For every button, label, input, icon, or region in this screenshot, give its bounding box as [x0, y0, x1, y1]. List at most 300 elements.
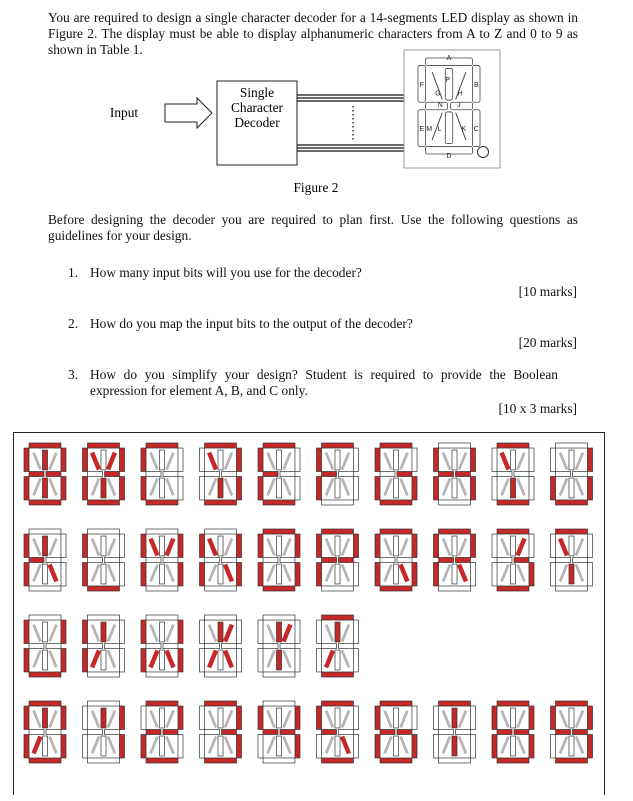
- segment-display-17: [375, 529, 417, 591]
- segment-b: [61, 534, 66, 557]
- segment-n: [560, 737, 567, 754]
- segment-e: [200, 477, 205, 500]
- segment-k: [108, 453, 115, 470]
- segment-l: [284, 737, 291, 754]
- segment-j: [335, 708, 340, 728]
- segment-g1: [497, 471, 512, 476]
- segment-l: [225, 565, 232, 582]
- segment-d: [88, 586, 120, 591]
- segment-d: [263, 672, 295, 677]
- segment-a: [263, 615, 295, 620]
- segment-k: [284, 539, 291, 556]
- segment-k: [108, 711, 115, 728]
- segment-display-23: [141, 615, 183, 677]
- segment-m: [159, 564, 164, 584]
- segment-c: [412, 735, 417, 758]
- segment-c: [529, 735, 534, 758]
- segment-letter-n: N: [437, 102, 443, 110]
- segment-b: [529, 706, 534, 729]
- segment-f: [434, 706, 439, 729]
- segment-b: [587, 534, 592, 557]
- segment-g1: [556, 557, 571, 562]
- segment-e: [24, 563, 29, 586]
- segment-e: [141, 477, 146, 500]
- segment-g1: [497, 557, 512, 562]
- segment-e: [317, 563, 322, 586]
- segment-g1: [88, 557, 103, 562]
- segment-l: [284, 565, 291, 582]
- segment-d: [88, 672, 120, 677]
- segment-b: [119, 534, 124, 557]
- segment-k: [108, 625, 115, 642]
- segment-e: [24, 649, 29, 672]
- segment-f: [258, 534, 263, 557]
- segment-h: [560, 539, 567, 556]
- segment-e: [551, 477, 556, 500]
- segment-display-32: [317, 701, 359, 763]
- segment-g2: [222, 557, 237, 562]
- segment-h: [151, 539, 158, 556]
- segment-a: [556, 443, 588, 448]
- segment-d: [322, 672, 354, 677]
- segment-display-25: [258, 615, 300, 677]
- segment-n: [443, 479, 450, 496]
- segment-letter-e: E: [419, 126, 425, 134]
- segment-g2: [163, 471, 178, 476]
- segment-c: [119, 735, 124, 758]
- segment-j: [101, 450, 106, 470]
- segment-f: [200, 706, 205, 729]
- segment-display-22: [83, 615, 125, 677]
- segment-n: [326, 479, 333, 496]
- segment-g2: [280, 729, 295, 734]
- segment-display-10: [551, 443, 593, 505]
- segment-n: [34, 479, 41, 496]
- segment-k: [401, 539, 408, 556]
- segment-m: [569, 478, 574, 498]
- segment-l: [167, 565, 174, 582]
- segment-l: [167, 479, 174, 496]
- segment-j: [101, 622, 106, 642]
- segment-a: [497, 529, 529, 534]
- segment-e: [141, 563, 146, 586]
- segment-a: [29, 443, 61, 448]
- segment-n: [209, 737, 216, 754]
- segment-h: [34, 453, 41, 470]
- segment-k: [284, 711, 291, 728]
- segment-a: [497, 701, 529, 706]
- segment-f: [24, 706, 29, 729]
- segment-n: [209, 651, 216, 668]
- segment-f: [83, 706, 88, 729]
- segment-c: [587, 563, 592, 586]
- segment-e: [317, 735, 322, 758]
- segment-f: [83, 534, 88, 557]
- segment-m: [42, 650, 47, 670]
- segment-e: [83, 649, 88, 672]
- segment-d: [205, 500, 237, 505]
- segment-f: [551, 534, 556, 557]
- segment-l: [108, 565, 115, 582]
- segment-e: [83, 563, 88, 586]
- segment-e: [83, 735, 88, 758]
- segment-h: [385, 453, 392, 470]
- segment-a: [263, 529, 295, 534]
- segment-letter-m: M: [426, 126, 433, 134]
- question-1: 1. How many input bits will you use for the decoder?: [68, 265, 362, 280]
- segment-m: [276, 650, 281, 670]
- segment-a: [29, 701, 61, 706]
- segment-d: [29, 500, 61, 505]
- segment-l: [225, 651, 232, 668]
- segment-g2: [163, 729, 178, 734]
- segment-j: [335, 622, 340, 642]
- segment-j: [101, 536, 106, 556]
- segment-m: [335, 650, 340, 670]
- segment-g2: [105, 643, 120, 648]
- segment-e: [551, 735, 556, 758]
- segment-b: [470, 706, 475, 729]
- segment-c: [412, 477, 417, 500]
- segment-d: [322, 758, 354, 763]
- segment-h: [560, 453, 567, 470]
- segment-g2: [456, 729, 471, 734]
- segment-g1: [205, 557, 220, 562]
- decoder-label-3: Decoder: [234, 115, 280, 130]
- segment-k: [225, 625, 232, 642]
- segment-g2: [46, 729, 61, 734]
- segment-f: [317, 534, 322, 557]
- segment-m: [393, 736, 398, 756]
- segment-n: [151, 651, 158, 668]
- segment-b: [178, 534, 183, 557]
- segment-m: [101, 736, 106, 756]
- segment-display-20: [551, 529, 593, 591]
- segment-a: [263, 443, 295, 448]
- segment-d: [146, 672, 178, 677]
- segment-letter-j: J: [457, 102, 461, 110]
- segment-d: [380, 758, 412, 763]
- segment-m: [510, 478, 515, 498]
- segment-a: [322, 701, 354, 706]
- segment-f: [258, 448, 263, 471]
- segment-b: [61, 448, 66, 471]
- segment-n: [443, 565, 450, 582]
- segment-k: [518, 453, 525, 470]
- segment-letter-d: D: [446, 153, 452, 160]
- segment-display-18: [434, 529, 476, 591]
- segment-g1: [556, 729, 571, 734]
- segment-h: [268, 453, 275, 470]
- segment-m: [452, 564, 457, 584]
- segment-j: [452, 450, 457, 470]
- segment-h: [92, 539, 99, 556]
- segment-f: [551, 448, 556, 471]
- segment-n: [34, 737, 41, 754]
- segment-b: [353, 620, 358, 643]
- segment-g2: [163, 643, 178, 648]
- segment-m: [101, 564, 106, 584]
- segment-l: [518, 565, 525, 582]
- segment-letter-c: C: [473, 126, 479, 134]
- segment-d: [88, 500, 120, 505]
- segment-l: [50, 651, 57, 668]
- segment-d: [497, 586, 529, 591]
- segment-display-6: [317, 443, 359, 505]
- segment-e: [141, 649, 146, 672]
- segment-m: [510, 736, 515, 756]
- segment-n: [151, 479, 158, 496]
- segment-m: [276, 736, 281, 756]
- segment-g2: [397, 557, 412, 562]
- segment-n: [209, 565, 216, 582]
- segment-f: [24, 534, 29, 557]
- segment-f: [258, 620, 263, 643]
- segment-display-13: [141, 529, 183, 591]
- segment-d: [439, 500, 471, 505]
- segment-k: [225, 711, 232, 728]
- segment-display-7: [375, 443, 417, 505]
- segment-m: [218, 478, 223, 498]
- segment-g2: [339, 557, 354, 562]
- segment-e: [492, 477, 497, 500]
- segment-d: [322, 586, 354, 591]
- segment-f: [141, 620, 146, 643]
- segment-c: [353, 477, 358, 500]
- segment-g1: [322, 729, 337, 734]
- segment-h: [34, 539, 41, 556]
- segment-b: [61, 706, 66, 729]
- segment-g2: [280, 471, 295, 476]
- segment-a: [322, 529, 354, 534]
- segment-a: [29, 529, 61, 534]
- segment-display-2: [83, 443, 125, 505]
- segment-d: [263, 758, 295, 763]
- segment-n: [326, 737, 333, 754]
- segment-d: [497, 758, 529, 763]
- segment-b: [353, 706, 358, 729]
- segment-display-34: [434, 701, 476, 763]
- segment-m: [218, 564, 223, 584]
- segment-g1: [29, 557, 44, 562]
- segment-display-15: [258, 529, 300, 591]
- segment-l: [401, 737, 408, 754]
- decoder-label-2: Character: [230, 100, 284, 115]
- segment-f: [375, 448, 380, 471]
- segment-h: [502, 453, 509, 470]
- segment-c: [178, 649, 183, 672]
- segment-a: [439, 443, 471, 448]
- segment-b: [412, 706, 417, 729]
- segment-d: [29, 672, 61, 677]
- segment-g2: [339, 471, 354, 476]
- segment-e: [200, 563, 205, 586]
- segment-a: [556, 701, 588, 706]
- segment-d: [556, 500, 588, 505]
- segment-l: [342, 479, 349, 496]
- segment-l: [518, 737, 525, 754]
- segment-f: [24, 448, 29, 471]
- segment-l: [50, 737, 57, 754]
- segment-m: [335, 478, 340, 498]
- segment-h: [326, 711, 333, 728]
- segment-h: [92, 711, 99, 728]
- segment-a: [29, 615, 61, 620]
- segment-m: [159, 478, 164, 498]
- segment-g1: [322, 471, 337, 476]
- segment-g1: [205, 471, 220, 476]
- segment-j: [218, 622, 223, 642]
- segment-m: [510, 564, 515, 584]
- segment-g1: [380, 729, 395, 734]
- segment-e: [492, 563, 497, 586]
- segment-c: [587, 735, 592, 758]
- segment-display-33: [375, 701, 417, 763]
- segment-j: [276, 622, 281, 642]
- segment-c: [119, 477, 124, 500]
- segment-n: [385, 565, 392, 582]
- segment-j: [159, 536, 164, 556]
- decimal-point: [478, 147, 489, 158]
- segment-j: [569, 708, 574, 728]
- segment-h: [385, 711, 392, 728]
- segment-letter-l: L: [437, 126, 442, 134]
- segment-a: [205, 701, 237, 706]
- segment-c: [470, 477, 475, 500]
- segment-n: [385, 479, 392, 496]
- segment-d: [497, 500, 529, 505]
- segment-h: [151, 711, 158, 728]
- segment-b: [412, 534, 417, 557]
- segment-g1: [146, 643, 161, 648]
- segment-g2: [397, 729, 412, 734]
- segment-j: [276, 450, 281, 470]
- segment-l: [225, 479, 232, 496]
- segment-e: [24, 735, 29, 758]
- segment-display-8: [434, 443, 476, 505]
- segment-e: [375, 735, 380, 758]
- segment-display-4: [200, 443, 242, 505]
- segment-h: [560, 711, 567, 728]
- segment-l: [50, 479, 57, 496]
- segment-f: [200, 448, 205, 471]
- segment-g1: [88, 471, 103, 476]
- segment-g1: [263, 643, 278, 648]
- segment-g1: [88, 643, 103, 648]
- segment-h: [268, 711, 275, 728]
- segment-f: [141, 706, 146, 729]
- segment-d: [439, 758, 471, 763]
- segment-h: [209, 625, 216, 642]
- segment-m: [276, 564, 281, 584]
- segment-e: [258, 735, 263, 758]
- segment-g1: [205, 643, 220, 648]
- segment-c: [61, 735, 66, 758]
- segment-e: [317, 477, 322, 500]
- segment-display-24: [200, 615, 242, 677]
- segment-g2: [573, 557, 588, 562]
- figure-segment-g1: [425, 102, 447, 109]
- segment-e: [551, 563, 556, 586]
- segment-a: [322, 615, 354, 620]
- segment-c: [236, 735, 241, 758]
- segment-m: [452, 736, 457, 756]
- segment-g2: [397, 471, 412, 476]
- segment-l: [284, 651, 291, 668]
- segment-c: [236, 477, 241, 500]
- segment-a: [556, 529, 588, 534]
- segment-c: [295, 735, 300, 758]
- segment-n: [326, 651, 333, 668]
- segment-c: [470, 563, 475, 586]
- figure-segment-j: [445, 68, 452, 100]
- segment-g2: [280, 643, 295, 648]
- segment-k: [108, 539, 115, 556]
- segment-b: [529, 534, 534, 557]
- segment-c: [295, 649, 300, 672]
- segment-b: [295, 534, 300, 557]
- segment-k: [576, 453, 583, 470]
- segment-g1: [439, 471, 454, 476]
- segment-g2: [339, 729, 354, 734]
- segment-b: [236, 706, 241, 729]
- segment-letter-a: A: [446, 55, 452, 62]
- segment-l: [284, 479, 291, 496]
- segment-k: [342, 625, 349, 642]
- segment-h: [443, 711, 450, 728]
- segment-c: [178, 735, 183, 758]
- segment-h: [209, 453, 216, 470]
- segment-d: [146, 586, 178, 591]
- segment-d: [263, 500, 295, 505]
- segment-n: [560, 565, 567, 582]
- segment-h: [151, 625, 158, 642]
- segment-b: [236, 620, 241, 643]
- segment-b: [295, 620, 300, 643]
- segment-j: [335, 536, 340, 556]
- segment-g1: [29, 471, 44, 476]
- segment-b: [295, 448, 300, 471]
- input-arrow: [165, 98, 212, 128]
- segment-g1: [380, 557, 395, 562]
- segment-j: [218, 536, 223, 556]
- segment-b: [119, 448, 124, 471]
- segment-l: [459, 737, 466, 754]
- segment-j: [569, 536, 574, 556]
- segment-g2: [46, 643, 61, 648]
- segment-n: [502, 565, 509, 582]
- segment-f: [492, 448, 497, 471]
- segment-g2: [339, 643, 354, 648]
- segment-h: [443, 453, 450, 470]
- segment-display-30: [200, 701, 242, 763]
- segment-c: [412, 563, 417, 586]
- segment-a: [380, 529, 412, 534]
- segment-d: [146, 758, 178, 763]
- segment-g2: [222, 643, 237, 648]
- segment-l: [576, 479, 583, 496]
- segment-f: [258, 706, 263, 729]
- segment-b: [236, 534, 241, 557]
- segment-g1: [556, 471, 571, 476]
- guidance-paragraph: Before designing the decoder you are required to plan first. Use the following questions as guidelines for your design.: [48, 212, 578, 243]
- segment-a: [497, 443, 529, 448]
- display-grid-svg: [14, 433, 606, 796]
- segment-j: [159, 450, 164, 470]
- segment-display-14: [200, 529, 242, 591]
- segment-display-26: [317, 615, 359, 677]
- segment-e: [375, 563, 380, 586]
